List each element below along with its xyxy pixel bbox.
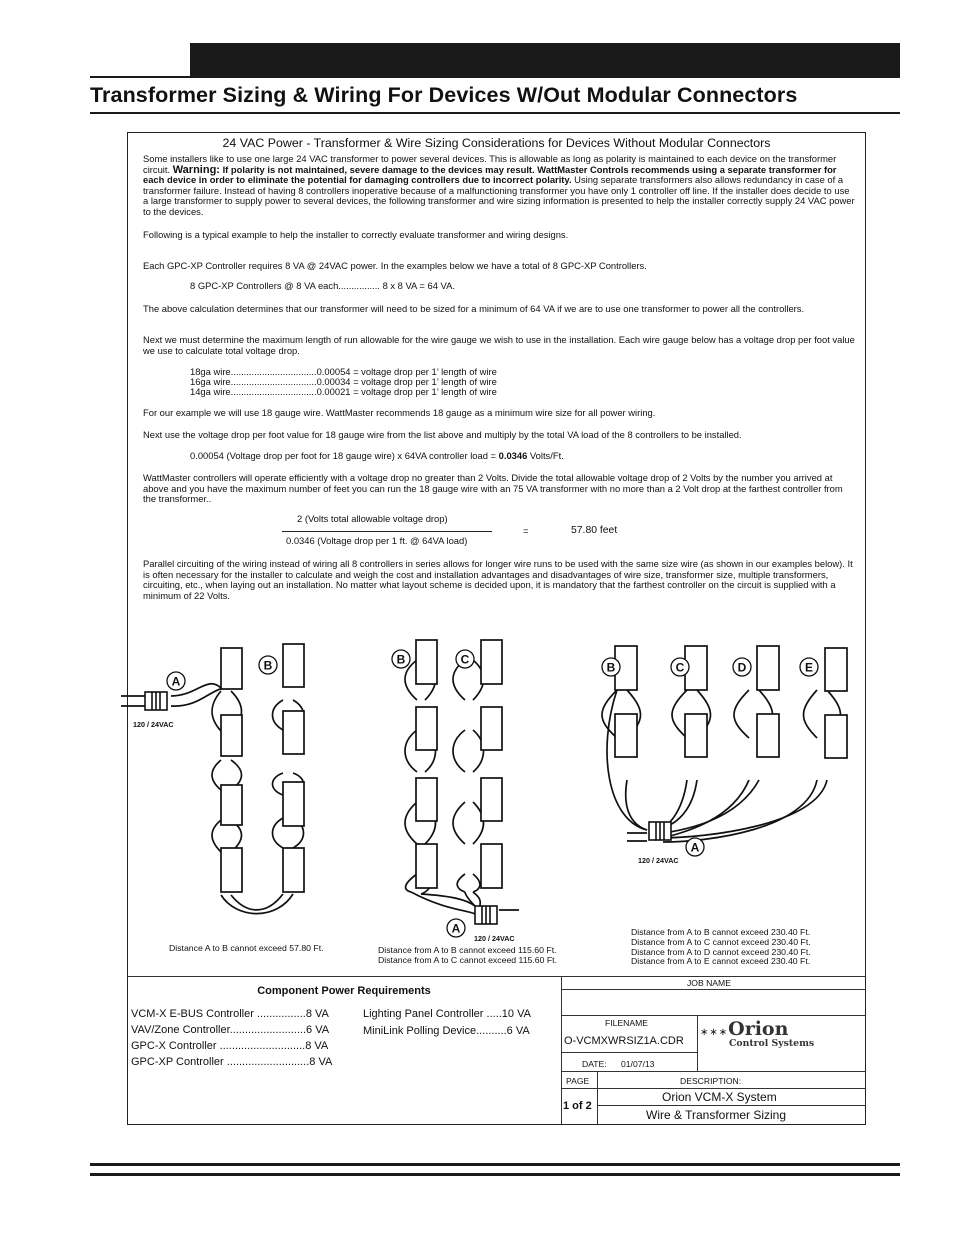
warning-text: If polarity is not maintained, severe damage to the devices may result. WattMaster Controls recommends using a separate transformer for each device in order to eliminate the potential for damaging controllers due to incorrect polarity. [143,163,837,186]
frame-heading: 24 VAC Power - Transformer & Wire Sizing Considerations for Devices Without Modular Connectors [222,136,771,150]
orion-logo [700,1018,840,1052]
next-use-text: Next use the voltage drop per foot value for 18 gauge wire from the list above and multiply by the total VA load of the 8 controllers to be installed. [143,429,742,440]
logo-wordmark: Orion [728,1018,789,1040]
header-bar [190,43,900,77]
fraction-denominator: 0.0346 (Voltage drop per 1 ft. @ 64VA load) [286,535,468,546]
label-a: A [171,674,181,689]
title-block-rule [561,1015,866,1016]
date-label: DATE: [582,1059,607,1069]
transformer-icon [145,692,167,710]
component-item: GPC-XP Controller ...........................8 VA [131,1056,333,1068]
title-block-rule [597,1071,598,1125]
transformer-label: 120 / 24VAC [133,720,174,729]
diagram-3-note-2: Distance from A to C cannot exceed 230.40 Ft. [631,937,811,947]
title-block-rule [597,1105,866,1106]
footer-rule [90,1163,900,1166]
title-block-rule [561,1071,866,1072]
label-c: C [460,652,470,667]
equals-sign: = [523,525,529,536]
label-e: E [804,660,814,675]
label-b: B [606,660,616,675]
label-b: B [396,652,406,667]
component-item: Lighting Panel Controller .....10 VA [363,1008,531,1020]
title-block-rule [561,1088,866,1089]
transformer-icon [475,906,497,924]
diagram-3-note-1: Distance from A to B cannot exceed 230.40 Ft. [631,927,811,937]
title-block-rule [697,1015,698,1071]
diagram-3-wires [602,690,841,842]
footer-rule [90,1173,900,1176]
header-rule [90,76,900,78]
warning-label: Warning: [172,163,220,176]
fraction-bar [282,531,492,532]
diagram-3-note-3: Distance from A to D cannot exceed 230.40 Ft. [631,947,811,957]
filename-value: O-VCMXWRSIZ1A.CDR [564,1035,684,1047]
diagram-2-note-1: Distance from A to B cannot exceed 115.60 Ft. [378,945,557,955]
efficiency-text: WattMaster controllers will operate efficiently with a voltage drop no greater than 2 Volts. Divide the total allowable voltage drop of 2 Volts by the number you arrived at above and you have the maximum number of feet you can run the 18 gauge wire with an 75 VA transformer with no more than a 2 Volt drop at the farthest controller from the transformer.. [143,472,843,505]
voltage-drop-calculation [190,451,564,462]
title-block-rule [561,989,866,990]
label-a: A [690,840,700,855]
vdrop-post: Volts/Ft. [527,450,564,461]
logo-subtitle: Control Systems [729,1038,815,1049]
label-d: D [737,660,747,675]
gpc-calculation: 8 GPC-XP Controllers @ 8 VA each................ 8 x 8 VA = 64 VA. [190,280,455,291]
transformer-label: 120 / 24VAC [474,934,515,943]
fraction-numerator: 2 (Volts total allowable voltage drop) [297,513,448,524]
filename-label: FILENAME [605,1018,648,1028]
diagram-1-controllers [221,644,304,892]
label-c: C [675,660,685,675]
transformer-icon [649,822,671,840]
vdrop-pre: 0.00054 (Voltage drop per foot for 18 gauge wire) x 64VA controller load = [190,450,499,461]
logo-stars: ∗∗∗ [700,1027,729,1038]
title-rule [90,112,900,114]
result-feet: 57.80 feet [571,525,618,536]
date-value: 01/07/13 [621,1059,655,1069]
label-b: B [263,658,273,673]
diagram-1-wires [121,684,304,914]
diagram-2-note-2: Distance from A to C cannot exceed 115.60 Ft. [378,955,557,965]
component-item: GPC-X Controller ............................8 VA [131,1040,329,1052]
description-line-2: Wire & Transformer Sizing [646,1108,787,1122]
wire-length-text: Next we must determine the maximum length of run allowable for the wire gauge we wish to use in the installation. Each wire gauge below has a voltage drop per foot value we use to calculate total voltage drop. [143,334,855,356]
parallel-circuit-text: Parallel circuiting of the wiring instead of wiring all 8 controllers in series allows for longer wire runs to be used with the same size wire (as shown in our examples below). It is often necessary for the installer to calculate and weigh the cost and installation advantages and disadvantages of wire size, transformer size, multiple transformers, circuiting, etc., when laying out an installation. No matter what layout scheme is decided upon, it is mandatory that the farthest controller on the circuit is supplied with a minimum of 22 Volts. [143,558,853,601]
title-block-rule [561,1052,697,1053]
component-item: VCM-X E-BUS Controller ................8 VA [131,1008,329,1020]
intro-paragraph [143,154,855,218]
component-power-heading: Component Power Requirements [257,985,431,997]
label-a: A [451,921,461,936]
vdrop-result: 0.0346 [498,450,528,461]
calculation-note: The above calculation determines that our transformer will need to be sized for a minimum of 64 VA if we are to use one transformer to power all the controllers. [143,303,805,314]
wire-18ga: 18ga wire.................................0.00054 = voltage drop per 1’ length of wire [190,366,497,377]
intro-text-1: Some installers like to use one large 24 VAC transformer to power several devices. This is allowable as long as polarity is maintained to each device on the transformer circuit. [143,153,837,175]
description-line-1: Orion VCM-X System [662,1090,777,1104]
gpc-requirement-text: Each GPC-XP Controller requires 8 VA @ 24VAC power. In the examples below we have a total of 8 GPC-XP Controllers. [143,260,647,271]
wire-16ga: 16ga wire.................................0.00034 = voltage drop per 1’ length of wire [190,376,497,387]
wire-14ga: 14ga wire.................................0.00021 = voltage drop per 1’ length of wire [190,386,497,397]
job-name-label: JOB NAME [687,978,731,988]
page-number: 1 of 2 [563,1100,592,1112]
component-item: VAV/Zone Controller.........................6 VA [131,1024,330,1036]
example-18ga-text: For our example we will use 18 gauge wire. WattMaster recommends 18 gauge as a minimum wire size for all power wiring. [143,407,656,418]
page-title: Transformer Sizing & Wiring For Devices W/Out Modular Connectors [90,83,798,107]
diagram-2-controllers [416,640,502,888]
diagram-3-note-4: Distance from A to E cannot exceed 230.40 Ft. [631,956,811,966]
transformer-label: 120 / 24VAC [638,856,679,865]
title-block-divider [561,976,562,1125]
typical-example-text: Following is a typical example to help the installer to correctly evaluate transformer and wiring designs. [143,229,569,240]
wiring-diagrams [127,630,866,975]
component-item: MiniLink Polling Device..........6 VA [363,1025,530,1037]
description-label: DESCRIPTION: [680,1076,742,1086]
diagram-1-note: Distance A to B cannot exceed 57.80 Ft. [169,943,324,953]
page-label: PAGE [566,1076,590,1086]
title-block-top-rule [127,976,866,977]
intro-text-2: Using separate transformers also allows redundancy in case of a transformer failure. Instead of having 8 controllers inoperative because of a malfunctioning transformer you have only 1 controller off line. If the installer does decide to use a large transformer to supply power to several devices, the following transformer and wire sizing information is presented to help the installer correctly supply 24 VAC power to the devices. [143,174,855,217]
